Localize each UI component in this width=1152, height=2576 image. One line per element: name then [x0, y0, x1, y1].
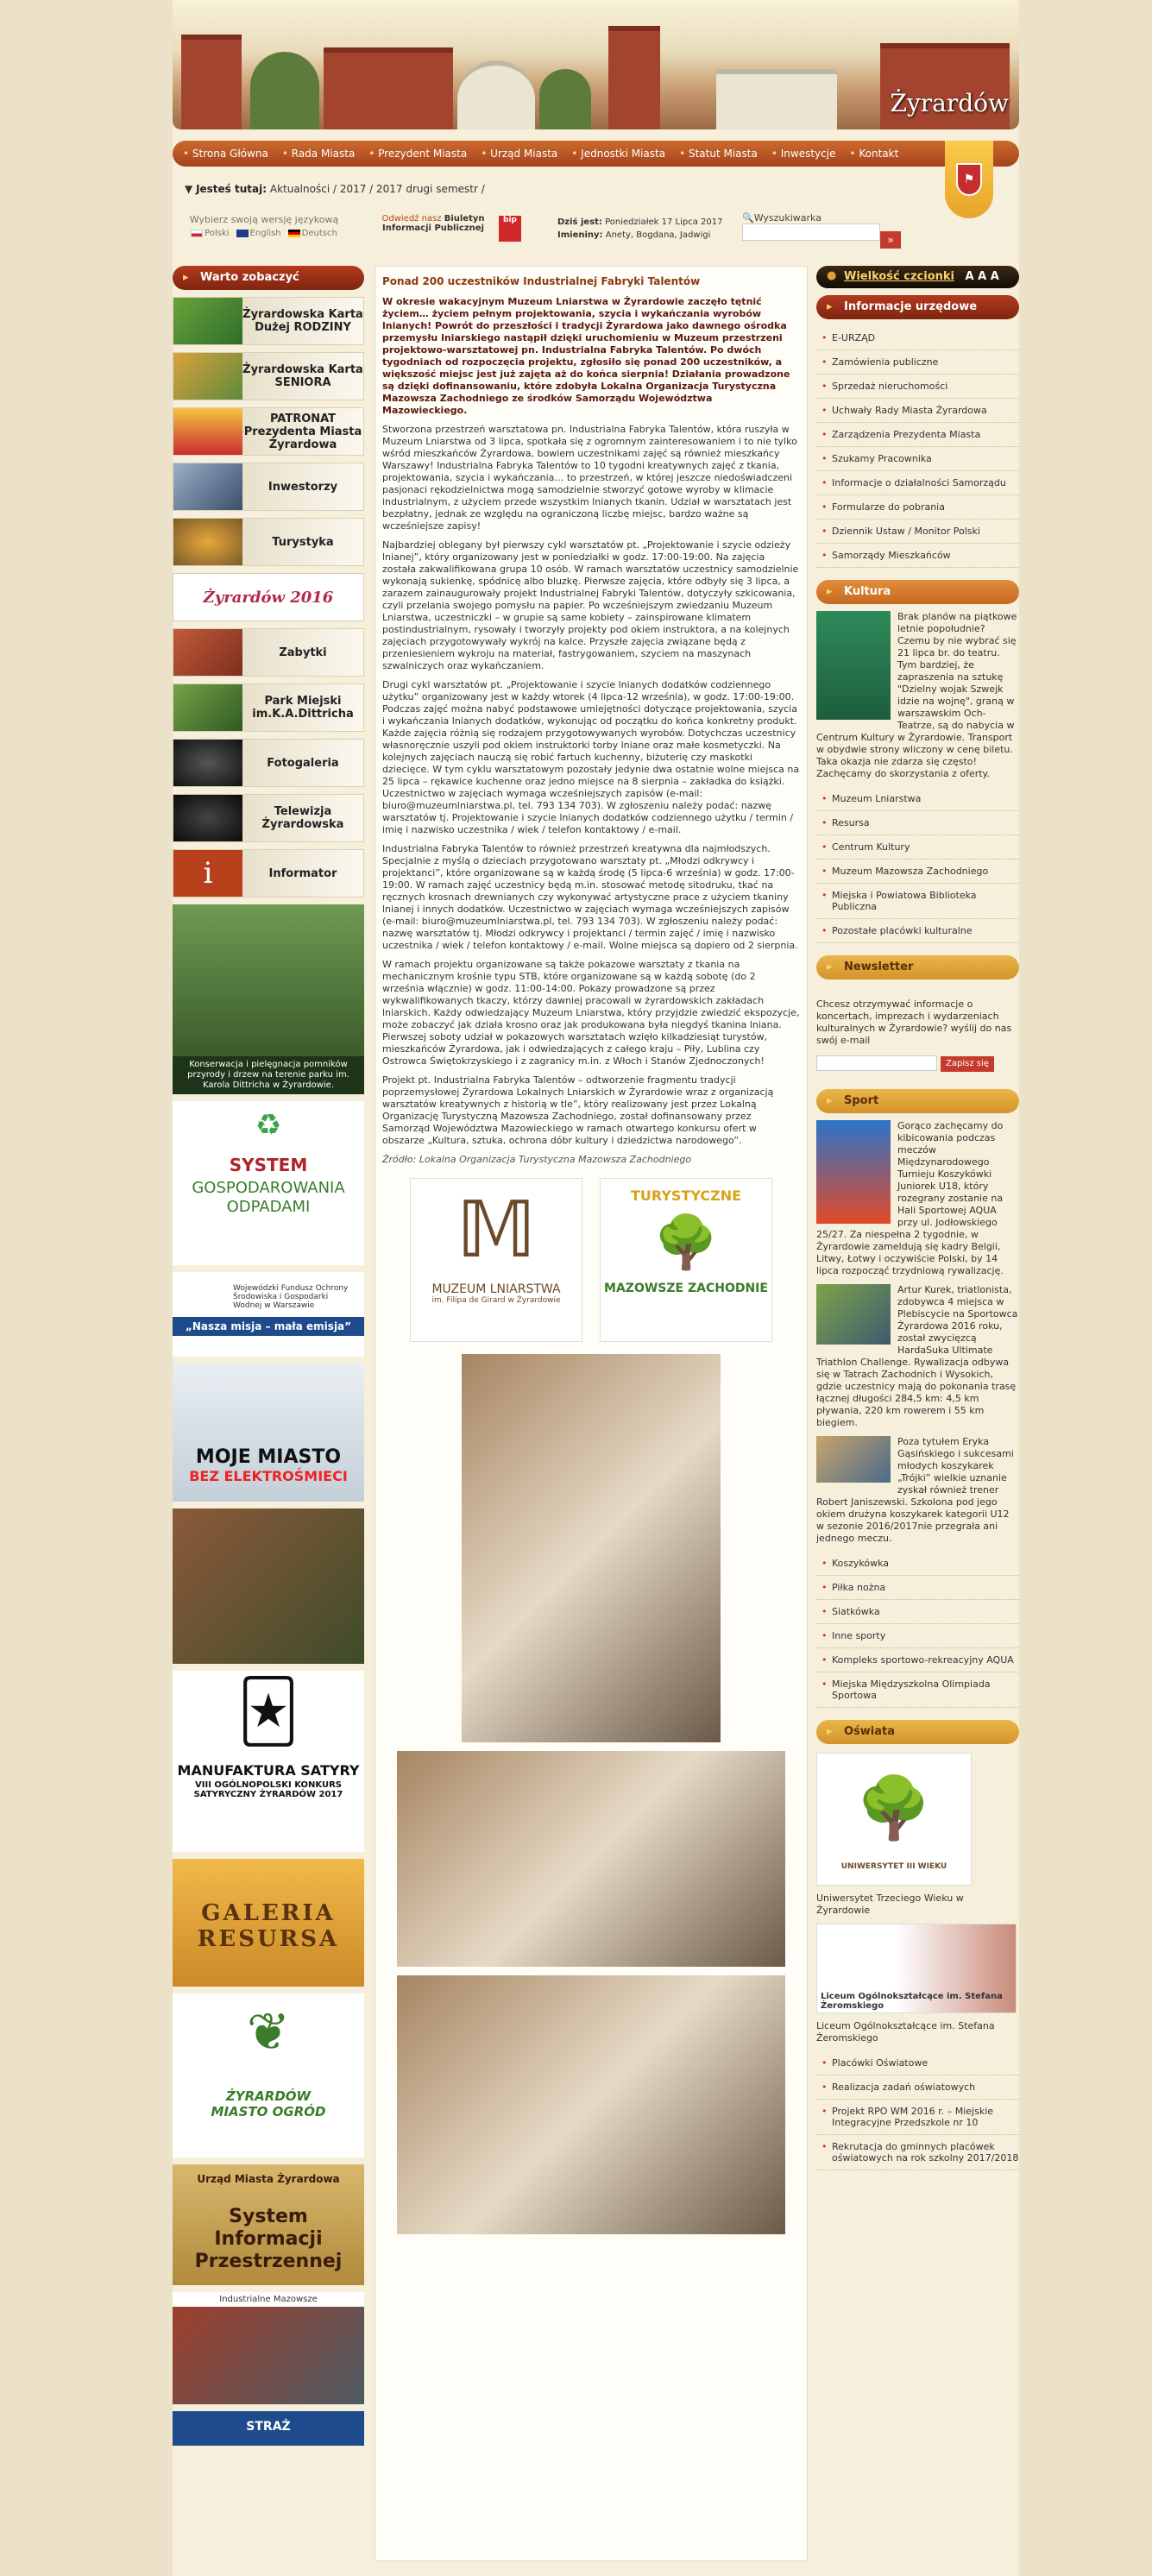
utw-caption[interactable]: Uniwersytet Trzeciego Wieku w Żyrardowie: [816, 1892, 964, 1916]
article-title: Ponad 200 uczestników Industrialnej Fabryki Talentów: [382, 275, 701, 287]
recycle-icon: ♻: [255, 1108, 282, 1143]
list-item[interactable]: • Szukamy Pracownika: [816, 447, 1019, 471]
article-photo-workshop[interactable]: [397, 1751, 785, 1967]
list-item[interactable]: • Resursa: [816, 811, 1019, 835]
today-date: Poniedziałek 17 Lipca 2017: [605, 217, 723, 227]
main-nav: [173, 141, 1019, 167]
sport-thumb: [816, 1284, 891, 1345]
search-input[interactable]: [742, 224, 880, 241]
tree-book-icon: 🌳: [856, 1772, 932, 1843]
language-selector: [179, 214, 349, 238]
sport-list: [816, 1552, 1019, 1708]
nav-urzad-miasta[interactable]: • Urząd Miasta: [481, 148, 557, 160]
newsletter-header: ▸ Newsletter: [816, 955, 1019, 979]
list-item[interactable]: • Miejska Międzyszkolna Olimpiada Sportowa: [816, 1672, 1019, 1708]
banner-turystyka[interactable]: Turystyka: [173, 518, 364, 566]
lang-english[interactable]: English: [236, 229, 281, 238]
kultura-news[interactable]: Brak planów na piątkowe letnie popołudnie? Czemu by nie wybrać się 21 lipca br. do teatru. Tym bardziej, że zapraszenia na sztukę "Dzielny wojak Szwejk idzie na wojnę", graną w warszawskim Och-Teatrze, są do nabycia w Centrum Kultury w Żyrardowie. Transport w obydwie strony wliczony w cenę biletu. Taka okazja nie zdarza się często! Zachęcamy do skorzystania z oferty.: [816, 611, 1017, 779]
tree-logo-icon: 🌳: [653, 1212, 719, 1273]
kultura-header: ▸ Kultura: [816, 580, 1019, 604]
lang-deutsch[interactable]: Deutsch: [288, 229, 337, 238]
jester-icon: 🃏: [237, 1676, 299, 1747]
lang-polski[interactable]: Polski: [191, 229, 229, 238]
oswiata-list: [816, 2051, 1019, 2170]
list-item[interactable]: • Samorządy Mieszkańców: [816, 544, 1019, 568]
banner-wfosigw[interactable]: Wojewódzki Fundusz Ochrony Środowiska i Gospodarki Wodnej w Warszawie „Nasza misja – mała emisja”: [173, 1272, 364, 1357]
breadcrumb-path[interactable]: Aktualności / 2017 / 2017 drugi semestr /: [269, 183, 485, 195]
list-item[interactable]: • Centrum Kultury: [816, 835, 1019, 860]
list-item[interactable]: • Siatkówka: [816, 1600, 1019, 1624]
list-item[interactable]: • Kompleks sportowo-rekreacyjny AQUA: [816, 1648, 1019, 1672]
informacje-list: [816, 326, 1019, 568]
article-source: Źródło: Lokalna Organizacja Turystyczna Mazowsza Zachodniego: [382, 1154, 692, 1165]
left-column: [173, 266, 364, 2446]
font-size-buttons[interactable]: A A A: [965, 270, 999, 283]
lo-caption[interactable]: Liceum Ogólnokształcące im. Stefana Żeromskiego: [816, 2019, 995, 2044]
muzeum-lniarstwa-logo[interactable]: 𝕄 MUZEUM LNIARSTWA im. Filipa de Girard w Żyrardowie: [410, 1178, 582, 1342]
nav-strona-glowna[interactable]: • Strona Główna: [183, 148, 268, 160]
newsletter-text: Chcesz otrzymywać informacje o koncertach, imprezach i wydarzeniach kulturalnych w Żyrardowie? wyślij do nas swój e-mail: [816, 998, 1012, 1046]
list-item[interactable]: • Realizacja zadań oświatowych: [816, 2075, 1019, 2100]
city-name: Żyrardów: [890, 89, 1009, 117]
sport-thumb: [816, 1436, 891, 1483]
kultura-list: [816, 787, 1019, 943]
sport-news[interactable]: Artur Kurek, triatlonista, zdobywca 4 miejsca w Plebiscycie na Sportowca Żyrardowa 2016 roku, został zwycięzcą HardaSuka Ultimate Triathlon Challenge. Rywalizacja odbywa się w Tatrach Zachodnich i Wysokich, gdzie uczestnicy mają do pokonania trasę łącznej długości 284,5 km: 4,5 km pływania, 220 km rowerem i 55 km biegiem.: [816, 1283, 1018, 1428]
newsletter-box: [816, 998, 1019, 1072]
muzeum-logo-icon: 𝕄: [456, 1185, 537, 1275]
list-item[interactable]: • Koszykówka: [816, 1552, 1019, 1576]
page: [173, 0, 1019, 2576]
list-item[interactable]: • Muzeum Mazowsza Zachodniego: [816, 860, 1019, 884]
leaf-logo-icon: ❦: [246, 2002, 291, 2063]
informacje-urzedowe-header: ▸ Informacje urzędowe: [816, 295, 1019, 319]
newsletter-submit-button[interactable]: Zapisz się: [941, 1056, 994, 1072]
banner-park-konserwacja[interactable]: Konserwacja i pielęgnacja pomników przyrody i drzew na terenie parku im. Karola Dittricha w Żyrardowie.: [173, 904, 364, 1094]
search-button[interactable]: »: [880, 231, 901, 249]
article-logos: [382, 1178, 800, 1342]
article-lead: W okresie wakacyjnym Muzeum Lniarstwa w Żyrardowie zaczęło tętnić życiem… życiem pełnym projektowania, szycia i wykańczania wyrobów lnianych! Powrót do przeszłości i tradycji Żyrardowa jako dawnego ośrodka przemysłu lniarskiego nastąpił dzięki uruchomieniu w Muzeum przestrzeni projektowo-warsztatowej pn. Industrialna Fabryka Talentów. Po dwóch tygodniach od rozpoczęcia projektu, zgłosiło się ponad 200 uczestników, a większość miejsc jest już zajęta aż do końca sierpnia! Działania prowadzone są dzięki dofinansowaniu, które zdobyła Lokalna Organizacja Turystyczna Mazowsza Zachodniego ze środków Samorządu Województwa Mazowieckiego.: [382, 296, 790, 416]
list-item[interactable]: • Miejska i Powiatowa Biblioteka Publiczna: [816, 884, 1019, 919]
list-item[interactable]: • Sprzedaż nieruchomości: [816, 375, 1019, 399]
right-column: [816, 266, 1019, 2182]
search-icon: 🔍: [742, 212, 754, 224]
oswiata-header: ▸ Oświata: [816, 1720, 1019, 1744]
article-photo-loom[interactable]: [397, 1975, 785, 2234]
font-size-label: Wielkość czcionki: [844, 270, 954, 283]
warto-zobaczyc-header: ▸ Warto zobaczyć: [173, 266, 364, 290]
de-flag-icon: [288, 230, 300, 237]
banner-sip[interactable]: Urząd Miasta Żyrardowa System Informacji Przestrzennej: [173, 2164, 364, 2285]
banner-moje-miasto[interactable]: MOJE MIASTO BEZ ELEKTROŚMIECI: [173, 1364, 364, 1502]
breadcrumb: [185, 183, 485, 195]
pin-icon: ▼: [185, 183, 193, 195]
list-item[interactable]: • Uchwały Rady Miasta Żyrardowa: [816, 399, 1019, 423]
search-box: 🔍Wyszukiwarka »: [742, 212, 897, 241]
article-paragraph: W ramach projektu organizowane są także pokazowe warsztaty z tkania na mechanicznym krośnie typu STB, które organizowane są w każdą sobotę (do 2 września włącznie) w godz. 11:00-14:00. Pokazy prowadzone są przez wykwalifikowanych tkaczy, którzy dawniej pracowali w żyrardowskich zakładach lniarskich. Każdy odwiedzający Muzeum Lniarstwa, który przyjdzie zwiedzić ekspozycje, może zobaczyć jak działa krosno oraz jak produkowana była niegdyś tkanina lniana. Pierwszej soboty udział w pokazowych warsztatach wzięło kilkadziesiąt turystów, mieszkańców Żyrardowa, jak i odwiedzających z całego kraju – Piły, Lublina czy Ostrowca Świętokrzyskiego i z zagranicy m.in. z Włoch i Stanów Zjednoczonych!: [382, 959, 800, 1067]
banner-miasto-ogrod[interactable]: ❦ ŻYRARDÓW MIASTO OGRÓD: [173, 1993, 364, 2157]
banner-karta-rodziny[interactable]: Żyrardowska Karta Dużej RODZINY: [173, 297, 364, 345]
list-item[interactable]: • Pozostałe placówki kulturalne: [816, 919, 1019, 943]
name-days: Anety, Bogdana, Jadwigi: [605, 230, 711, 240]
list-item[interactable]: • Zamówienia publiczne: [816, 350, 1019, 375]
bip-link[interactable]: Odwiedź nasz Biuletyn Informacji Publicznej: [381, 214, 485, 233]
crest-shield-icon: ⚑: [956, 163, 982, 196]
sport-header: ▸ Sport: [816, 1089, 1019, 1113]
utw-banner[interactable]: 🌳 UNIWERSYTET III WIEKU: [816, 1753, 972, 1886]
sport-thumb: [816, 1120, 891, 1224]
banner-zabytki[interactable]: Zabytki: [173, 628, 364, 677]
sport-news[interactable]: Poza tytułem Eryka Gąsińskiego i sukcesami młodych koszykarek „Trójki” wielkie uznanie zyskał również trener Robert Janiszewski. Szkolona pod jego okiem drużyna koszykarek kategorii U12 w sezonie 2016/2017nie przegrała ani jednego meczu.: [816, 1435, 1014, 1544]
list-item[interactable]: • Informacje o działalności Samorządu: [816, 471, 1019, 495]
article-photo-sewing[interactable]: [462, 1354, 721, 1742]
list-item[interactable]: • Inne sporty: [816, 1624, 1019, 1648]
banner-industrialne-mazowsze[interactable]: Industrialne Mazowsze: [173, 2292, 364, 2404]
list-item[interactable]: • E-URZĄD: [816, 326, 1019, 350]
list-item[interactable]: • Zarządzenia Prezydenta Miasta: [816, 423, 1019, 447]
list-item[interactable]: • Piłka nożna: [816, 1576, 1019, 1600]
nav-kontakt[interactable]: • Kontakt: [849, 148, 898, 160]
banner-park-miejski[interactable]: Park Miejski im.K.A.Dittricha: [173, 683, 364, 732]
banner-straz[interactable]: STRAŻ: [173, 2411, 364, 2446]
banner-manufaktura-satyry[interactable]: 🃏 MANUFAKTURA SATYRY VIII OGÓLNOPOLSKI KONKURS SATYRYCZNY ŻYRARDÓW 2017: [173, 1671, 364, 1852]
banner-informator[interactable]: i Informator: [173, 849, 364, 898]
banner-resursa-photo[interactable]: [173, 1508, 364, 1664]
banner-galeria-resursa[interactable]: GALERIA RESURSA: [173, 1859, 364, 1987]
list-item[interactable]: • Projekt RPO WM 2016 r. – Miejskie Integracyjne Przedszkole nr 10: [816, 2100, 1019, 2135]
article-paragraph: Stworzona przestrzeń warsztatowa pn. Industrialna Fabryka Talentów, która ruszyła w Muzeum Lniarstwa od 3 lipca, spotkała się z ogromnym zainteresowaniem i to nie tylko wśród mieszkańców Żyrardowa, bowiem uczestnikami zajęć są również mieszkańcy Warszawy! Industrialna Fabryka Talentów to 10 tygodni kreatywnych zajęć z tkania, projektowania, szycia i wykańczania… to przestrzeń, w której jeszcze niedoświadczeni pasjonaci rękodzielnictwa mogą samodzielnie stworzyć gotowe wyroby w klimacie industrialnym, z użyciem przede wszystkim lnianych tkanin. Udział w warsztatach jest bezpłatny, jednak ze względu na ograniczoną liczbę miejsc, bardzo ważne są wcześniejsze zapisy!: [382, 424, 797, 532]
banner-fotogaleria[interactable]: Fotogaleria: [173, 739, 364, 787]
bip-logo-icon[interactable]: bip: [499, 216, 521, 242]
article-paragraph: Projekt pt. Industrialna Fabryka Talentów – odtworzenie fragmentu tradycji poprzemysłowej Żyrardowa Lokalnych Lniarskich w Żyrardowie wraz z organizacją warsztatów kreatywnych z historią w tle”, który realizowany jest przez Lokalną Organizację Turystyczną Mazowsza Zachodniego, został dofinansowany przez Samorząd Województwa Mazowieckiego w ramach otwartego konkursu ofert w obszarze „Kultura, sztuka, ochrona dóbr kultury i dziedzictwa narodowego”.: [382, 1074, 774, 1146]
pl-flag-icon: [191, 230, 203, 237]
font-size-control: [816, 266, 1019, 288]
article-paragraph: Industrialna Fabryka Talentów to również przestrzeń kreatywna dla najmłodszych. Specjalnie z myślą o dzieciach przygotowano warsztaty pt. „Młodzi odkrywcy i projektanci”, które organizowane są w każdą środę (5 lipca-6 września) w godz. 17:00-19:00. W ramach zajęć uczestnicy będą m.in. stosować metodę sitodruku, tkać na ręcznych krosnach drewnianych czy wykonywać artystyczne prace z użyciem tkaniny lnianej i innych dodatków. Uczestnictwo w zajęciach wymaga wcześniejszych zapisów (e-mail: biuro@muzeumlniarstwa.pl, tel. 793 134 703). W zgłoszeniu należy podać: nazwę warsztatów tj. Młodzi odkrywcy i projektanci / termin zajęć / imię i nazwisko uczestnika / wiek / telefon kontaktowy / e-mail. Wolne miejsca są dopiero od 2 sierpnia.: [382, 843, 798, 951]
kultura-thumb: [816, 611, 891, 720]
toolbar: [173, 207, 1019, 259]
nav-inwestycje[interactable]: • Inwestycje: [771, 148, 836, 160]
list-item[interactable]: • Formularze do pobrania: [816, 495, 1019, 520]
banner-patronat[interactable]: PATRONAT Prezydenta Miasta Żyrardowa: [173, 407, 364, 456]
newsletter-email-input[interactable]: [816, 1055, 937, 1071]
list-item[interactable]: • Muzeum Lniarstwa: [816, 787, 1019, 811]
banner-system-odpadami[interactable]: ♻ SYSTEM GOSPODAROWANIA ODPADAMI: [173, 1101, 364, 1265]
sport-news[interactable]: Gorąco zachęcamy do kibicowania podczas meczów Międzynarodowego Turnieju Koszykówki Juniorek U18, który rozegrany zostanie na Hali Sportowej AQUA przy ul. Jodłowskiego 25/27. Za niespełna 2 tygodnie, w Żyrardowie zameldują się kadry Belgii, Litwy, Łotwy i oczywiście Polski, by 14 lipca rozpocząć trzydniową rywalizację.: [816, 1119, 1004, 1276]
header-banner: [173, 0, 1019, 129]
banner-podsumowanie-2016[interactable]: Żyrardów 2016: [173, 573, 364, 621]
nav-jednostki-miasta[interactable]: • Jednostki Miasta: [571, 148, 665, 160]
language-title: Wybierz swoją wersję językową: [189, 214, 339, 225]
list-item[interactable]: • Placówki Oświatowe: [816, 2051, 1019, 2075]
uk-flag-icon: [236, 230, 249, 237]
banner-inwestorzy[interactable]: Inwestorzy: [173, 463, 364, 511]
breadcrumb-label: Jesteś tutaj:: [196, 183, 268, 195]
date-info: Dziś jest: Poniedziałek 17 Lipca 2017 Imieniny: Anety, Bogdana, Jadwigi: [557, 217, 723, 240]
nav-prezydent-miasta[interactable]: • Prezydent Miasta: [368, 148, 467, 160]
nav-statut-miasta[interactable]: • Statut Miasta: [679, 148, 758, 160]
lo-banner[interactable]: Liceum Ogólnokształcące im. Stefana Żeromskiego: [816, 1924, 1017, 2013]
article-paragraph: Najbardziej oblegany był pierwszy cykl warsztatów pt. „Projektowanie i szycie odzieży lnianej”, który organizowany jest w poniedziałki w godz. 17:00-19:00. Na zajęcia została zakwalifikowana grupa 10 osób. W ramach warsztatów uczestnicy samodzielnie wykonają sukienkę, spódnicę albo bluzkę. Pierwsze zajęcia, które odbyły się 3 lipca, a zarazem zainaugurowały projekt Industrialnej Fabryki Talentów, dotyczyły szkicowania, czyli przelania swojego pomysłu na papier. Po wcześniejszym zwiedzaniu Muzeum Lniarstwa, uczestniczki – w grupie są same kobiety – zainspirowane klimatem postindustrialnym, rysowały i tworzyły projekty pod okiem instruktora, a na kolejnych zajęciach przygotowywały wykrój na kalce. Przyszłe zajęcia związane będą z przeniesieniem wykroju na materiał, fastrygowaniem, szyciem na maszynach szwalniczych oraz wykańczaniem.: [382, 539, 799, 671]
banner-telewizja[interactable]: Telewizja Żyrardowska: [173, 794, 364, 842]
info-icon: i: [173, 850, 242, 897]
list-item[interactable]: • Dziennik Ustaw / Monitor Polski: [816, 520, 1019, 544]
article: [375, 266, 808, 2561]
nav-rada-miasta[interactable]: • Rada Miasta: [282, 148, 355, 160]
article-paragraph: Drugi cykl warsztatów pt. „Projektowanie i szycie lnianych dodatków codziennego użytku” organizowany jest w każdy wtorek (4 lipca-12 września), w godz. 17:00-19:00. Podczas zajęć można nabyć podstawowe umiejętności dotyczące projektowania, szycia i wykańczania lnianych dodatków, wykonując od początku do końca konkretny produkt. Każde zajęcia różnią się rodzajem przygotowywanych wyrobów. Dotychczas uczestnicy własnoręcznie uszyli pod okiem instruktorki torby lniane oraz małe kosmetyczki. Na kolejnych zajęciach nauczą się robić fartuch kuchenny, biżuterię czy maskotki dziecięce. W tym cyklu warsztatowym pozostały jedynie dwa ostatnie wolne miejsca na 25 lipca – rękawice kuchenne oraz jedno miejsce na 8 sierpnia – zakładka do książki. Uczestnictwo w zajęciach wymaga wcześniejszych zapisów (e-mail: biuro@muzeumlniarstwa.pl, tel. 793 134 703). W zgłoszeniu należy podać: nazwę warsztatów tj. Projektowanie i szycie lnianych dodatków codziennego użytku / termin / imię i nazwisko uczestnika / wiek / telefon kontaktowy / e-mail.: [382, 679, 800, 835]
banner-karta-seniora[interactable]: Żyrardowska Karta SENIORA: [173, 352, 364, 400]
list-item[interactable]: • Rekrutacja do gminnych placówek oświatowych na rok szkolny 2017/2018: [816, 2135, 1019, 2170]
turystyczne-mazowsze-logo[interactable]: TURYSTYCZNE 🌳 MAZOWSZE ZACHODNIE: [600, 1178, 772, 1342]
